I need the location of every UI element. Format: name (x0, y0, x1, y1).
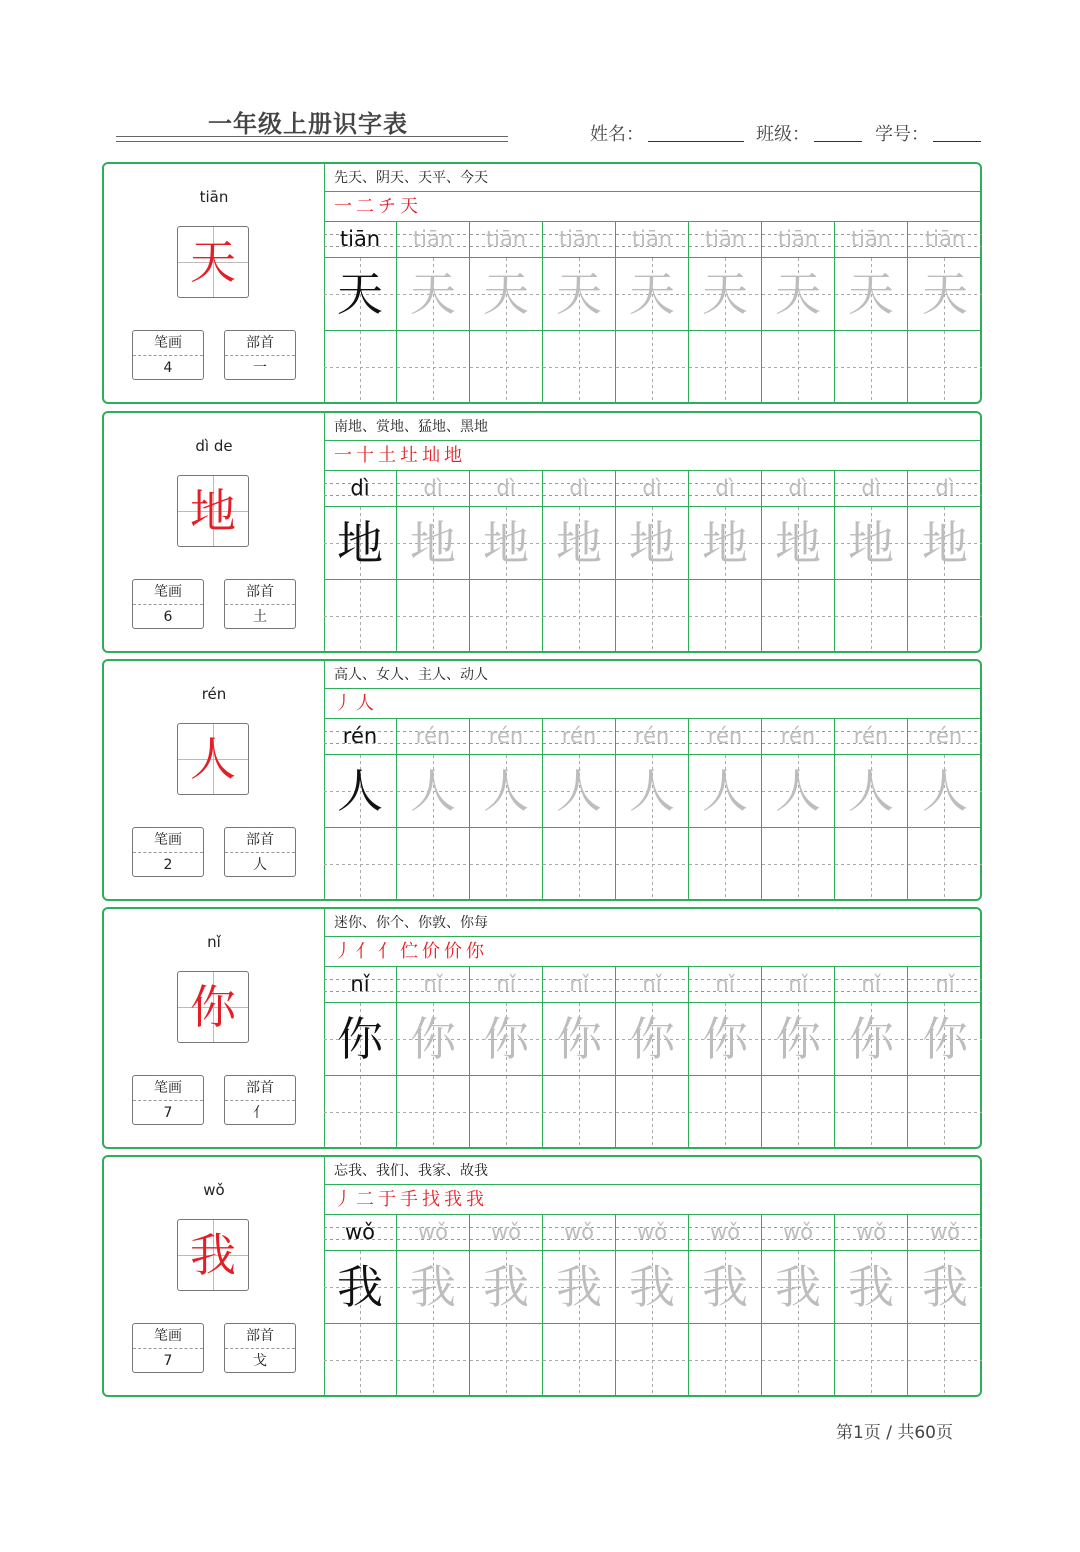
trace-cell: 天 (908, 258, 982, 331)
writing-cell[interactable] (835, 1076, 907, 1148)
pinyin-cell: nǐ (324, 967, 396, 1003)
practice-panel (324, 661, 980, 899)
character-info-panel (104, 1157, 325, 1395)
trace-cell: 人 (543, 755, 615, 828)
practice-column (908, 471, 982, 652)
trace-cell: 我 (835, 1251, 907, 1324)
pinyin-cell: nǐ (908, 967, 982, 1003)
id-label: 学号： (875, 124, 929, 145)
radical-value: 一 (253, 360, 267, 376)
radical-box (224, 1323, 296, 1373)
example-words: 迷你、你个、你敦、你每 (324, 909, 980, 937)
stroke-order (324, 441, 980, 471)
writing-cell[interactable] (616, 331, 688, 403)
trace-cell: 你 (397, 1003, 469, 1076)
writing-cell[interactable] (835, 828, 907, 900)
stroke-count-value: 7 (163, 1105, 173, 1121)
pinyin-cell: wǒ (543, 1215, 615, 1251)
stroke-step: 我 (444, 1189, 466, 1210)
stroke-step: 人 (356, 693, 378, 714)
trace-cell: 我 (470, 1251, 542, 1324)
character-info-panel (104, 413, 325, 651)
writing-cell[interactable] (324, 828, 396, 900)
name-blank[interactable] (648, 125, 744, 142)
trace-cell: 我 (689, 1251, 761, 1324)
writing-cell[interactable] (470, 331, 542, 403)
trace-cell: 地 (324, 507, 396, 580)
trace-cell: 天 (762, 258, 834, 331)
practice-column (835, 222, 908, 403)
trace-cell: 人 (835, 755, 907, 828)
practice-column (397, 1215, 470, 1396)
practice-column (397, 222, 470, 403)
title-underline (116, 136, 508, 142)
practice-column (689, 1215, 762, 1396)
pinyin-cell: dì (908, 471, 982, 507)
pinyin-cell: wǒ (908, 1215, 982, 1251)
writing-cell[interactable] (397, 580, 469, 652)
stroke-step: 你 (466, 941, 488, 962)
pinyin-cell: wǒ (762, 1215, 834, 1251)
pinyin-cell: dì (324, 471, 396, 507)
practice-column (470, 719, 543, 900)
radical-label: 部首 (225, 1076, 295, 1101)
stroke-step: 圵 (400, 445, 422, 466)
stroke-step: 圸 (422, 445, 444, 466)
stroke-step: 价 (444, 941, 466, 962)
stroke-step: 伫 (400, 941, 422, 962)
practice-column (908, 719, 982, 900)
trace-cell: 天 (689, 258, 761, 331)
writing-cell[interactable] (397, 331, 469, 403)
pinyin-cell: dì (397, 471, 469, 507)
practice-column (324, 222, 397, 403)
trace-cell: 你 (470, 1003, 542, 1076)
pinyin-cell: nǐ (616, 967, 688, 1003)
trace-cell: 人 (324, 755, 396, 828)
writing-cell[interactable] (470, 828, 542, 900)
practice-column (762, 1215, 835, 1396)
radical-box (224, 827, 296, 877)
radical-box (224, 330, 296, 380)
practice-column (616, 222, 689, 403)
pinyin-cell: dì (616, 471, 688, 507)
stroke-step: 十 (356, 445, 378, 466)
character-pinyin: nǐ (207, 933, 221, 951)
practice-panel (324, 909, 980, 1147)
trace-cell: 人 (616, 755, 688, 828)
trace-cell: 天 (324, 258, 396, 331)
writing-cell[interactable] (616, 1076, 688, 1148)
practice-column (835, 967, 908, 1148)
practice-column (908, 967, 982, 1148)
stroke-step: 手 (400, 1189, 422, 1210)
pinyin-cell: dì (689, 471, 761, 507)
pinyin-cell: tiān (762, 222, 834, 258)
radical-value: 亻 (253, 1105, 267, 1121)
character-box (177, 723, 249, 795)
radical-label: 部首 (225, 1324, 295, 1349)
class-label: 班级： (756, 124, 810, 145)
class-blank[interactable] (814, 125, 862, 142)
character-pinyin: rén (201, 685, 227, 703)
pinyin-cell: tiān (324, 222, 396, 258)
trace-cell: 地 (397, 507, 469, 580)
writing-cell[interactable] (543, 331, 615, 403)
radical-box (224, 579, 296, 629)
practice-column (397, 967, 470, 1148)
trace-cell: 地 (616, 507, 688, 580)
trace-cell: 人 (397, 755, 469, 828)
writing-cell[interactable] (908, 1076, 982, 1148)
trace-cell: 人 (908, 755, 982, 828)
pinyin-cell: nǐ (762, 967, 834, 1003)
radical-label: 部首 (225, 828, 295, 853)
pinyin-cell: rén (616, 719, 688, 755)
practice-column (543, 719, 616, 900)
writing-cell[interactable] (324, 1076, 396, 1148)
writing-cell[interactable] (470, 1076, 542, 1148)
practice-column (543, 471, 616, 652)
stroke-count-label: 笔画 (133, 580, 203, 605)
practice-panel (324, 413, 980, 651)
character-pinyin: tiān (199, 188, 229, 206)
practice-panel (324, 1157, 980, 1395)
trace-cell: 地 (543, 507, 615, 580)
trace-cell: 你 (835, 1003, 907, 1076)
practice-column (762, 222, 835, 403)
practice-column (689, 967, 762, 1148)
stroke-count-label: 笔画 (133, 1076, 203, 1101)
pinyin-cell: wǒ (689, 1215, 761, 1251)
stroke-count-value: 2 (163, 857, 173, 873)
pinyin-cell: tiān (689, 222, 761, 258)
pinyin-cell: rén (762, 719, 834, 755)
practice-column (543, 967, 616, 1148)
pinyin-cell: tiān (470, 222, 542, 258)
pinyin-cell: dì (762, 471, 834, 507)
stroke-count-box (132, 1323, 204, 1373)
trace-cell: 你 (616, 1003, 688, 1076)
writing-cell[interactable] (397, 1324, 469, 1396)
character-info-panel (104, 909, 325, 1147)
writing-cell[interactable] (908, 828, 982, 900)
pinyin-cell: rén (689, 719, 761, 755)
pinyin-cell: rén (397, 719, 469, 755)
writing-cell[interactable] (908, 1324, 982, 1396)
pinyin-cell: dì (543, 471, 615, 507)
character-card (102, 162, 982, 404)
character-card (102, 907, 982, 1149)
practice-column (835, 471, 908, 652)
trace-cell: 你 (324, 1003, 396, 1076)
stroke-count-value: 6 (163, 609, 173, 625)
trace-cell: 地 (908, 507, 982, 580)
radical-label: 部首 (225, 580, 295, 605)
pinyin-cell: dì (470, 471, 542, 507)
stroke-count-label: 笔画 (133, 828, 203, 853)
pinyin-cell: tiān (397, 222, 469, 258)
name-field[interactable] (590, 120, 744, 146)
stroke-step: 亻 (356, 941, 378, 962)
writing-cell[interactable] (762, 580, 834, 652)
stroke-step: 二 (356, 1189, 378, 1210)
stroke-step: 丿 (334, 693, 356, 714)
page-counter: 第1页 / 共60页 (836, 1423, 953, 1443)
practice-column (397, 471, 470, 652)
trace-cell: 我 (616, 1251, 688, 1324)
writing-cell[interactable] (324, 580, 396, 652)
trace-cell: 你 (762, 1003, 834, 1076)
practice-column (762, 967, 835, 1148)
id-blank[interactable] (933, 125, 981, 142)
example-words: 高人、女人、主人、动人 (324, 661, 980, 689)
trace-cell: 地 (835, 507, 907, 580)
pinyin-cell: dì (835, 471, 907, 507)
practice-column (908, 1215, 982, 1396)
practice-column (324, 1215, 397, 1396)
writing-cell[interactable] (835, 331, 907, 403)
pinyin-cell: wǒ (324, 1215, 396, 1251)
practice-column (689, 719, 762, 900)
pinyin-cell: tiān (543, 222, 615, 258)
stroke-step: 二 (356, 196, 378, 217)
character-glyph: 天 (190, 235, 236, 289)
writing-cell[interactable] (762, 331, 834, 403)
trace-cell: 人 (762, 755, 834, 828)
trace-cell: 我 (543, 1251, 615, 1324)
pinyin-cell: tiān (616, 222, 688, 258)
practice-column (543, 222, 616, 403)
practice-column (324, 719, 397, 900)
pinyin-cell: nǐ (835, 967, 907, 1003)
stroke-count-value: 7 (163, 1353, 173, 1369)
practice-panel (324, 164, 980, 402)
pinyin-cell: wǒ (397, 1215, 469, 1251)
stroke-step: 土 (378, 445, 400, 466)
character-pinyin: wǒ (203, 1181, 225, 1199)
stroke-step: 价 (422, 941, 444, 962)
trace-cell: 地 (470, 507, 542, 580)
character-glyph: 地 (190, 484, 236, 538)
trace-cell: 你 (908, 1003, 982, 1076)
practice-column (689, 222, 762, 403)
stroke-order (324, 689, 980, 719)
pinyin-cell: wǒ (616, 1215, 688, 1251)
radical-label: 部首 (225, 331, 295, 356)
example-words: 南地、赏地、猛地、黑地 (324, 413, 980, 441)
writing-cell[interactable] (908, 331, 982, 403)
writing-cell[interactable] (762, 1324, 834, 1396)
stroke-step: 一 (334, 445, 356, 466)
trace-cell: 地 (689, 507, 761, 580)
trace-cell: 你 (689, 1003, 761, 1076)
practice-column (397, 719, 470, 900)
pinyin-cell: nǐ (543, 967, 615, 1003)
character-box (177, 226, 249, 298)
trace-cell: 天 (835, 258, 907, 331)
stroke-count-value: 4 (163, 360, 173, 376)
character-info-panel (104, 661, 325, 899)
writing-cell[interactable] (689, 331, 761, 403)
practice-column (470, 967, 543, 1148)
pinyin-cell: rén (324, 719, 396, 755)
stroke-order (324, 1185, 980, 1215)
writing-cell[interactable] (835, 580, 907, 652)
writing-cell[interactable] (908, 580, 982, 652)
stroke-step: 地 (444, 445, 466, 466)
trace-cell: 我 (762, 1251, 834, 1324)
practice-column (835, 719, 908, 900)
practice-column (762, 471, 835, 652)
character-pinyin: dì de (195, 437, 233, 455)
stroke-count-box (132, 827, 204, 877)
writing-cell[interactable] (689, 828, 761, 900)
name-label: 姓名： (590, 124, 644, 145)
character-box (177, 475, 249, 547)
writing-cell[interactable] (470, 580, 542, 652)
stroke-step: チ (378, 196, 400, 217)
stroke-order (324, 937, 980, 967)
pinyin-cell: rén (908, 719, 982, 755)
writing-cell[interactable] (762, 1076, 834, 1148)
writing-cell[interactable] (324, 331, 396, 403)
stroke-step: 于 (378, 1189, 400, 1210)
practice-column (324, 471, 397, 652)
trace-cell: 人 (470, 755, 542, 828)
writing-cell[interactable] (543, 580, 615, 652)
character-card (102, 411, 982, 653)
practice-column (689, 471, 762, 652)
character-glyph: 人 (190, 732, 236, 786)
pinyin-cell: nǐ (397, 967, 469, 1003)
writing-cell[interactable] (543, 1076, 615, 1148)
pinyin-cell: rén (835, 719, 907, 755)
class-field[interactable] (756, 120, 862, 146)
trace-cell: 我 (397, 1251, 469, 1324)
practice-column (762, 719, 835, 900)
writing-cell[interactable] (762, 828, 834, 900)
writing-cell[interactable] (397, 828, 469, 900)
practice-column (616, 1215, 689, 1396)
id-field[interactable] (875, 120, 981, 146)
stroke-step: 丿 (334, 941, 356, 962)
practice-column (324, 967, 397, 1148)
stroke-step: 找 (422, 1189, 444, 1210)
stroke-step: 丿 (334, 1189, 356, 1210)
trace-cell: 我 (908, 1251, 982, 1324)
radical-value: 人 (253, 857, 267, 873)
trace-cell: 天 (543, 258, 615, 331)
trace-cell: 我 (324, 1251, 396, 1324)
trace-cell: 人 (689, 755, 761, 828)
writing-cell[interactable] (543, 828, 615, 900)
practice-column (616, 719, 689, 900)
stroke-count-label: 笔画 (133, 1324, 203, 1349)
trace-cell: 天 (397, 258, 469, 331)
character-card (102, 659, 982, 901)
trace-cell: 天 (616, 258, 688, 331)
pinyin-cell: nǐ (689, 967, 761, 1003)
pinyin-cell: rén (470, 719, 542, 755)
radical-box (224, 1075, 296, 1125)
character-card (102, 1155, 982, 1397)
practice-column (470, 222, 543, 403)
example-words: 忘我、我们、我家、故我 (324, 1157, 980, 1185)
writing-cell[interactable] (397, 1076, 469, 1148)
stroke-step: 我 (466, 1189, 488, 1210)
practice-column (616, 967, 689, 1148)
writing-cell[interactable] (689, 580, 761, 652)
character-glyph: 我 (190, 1228, 236, 1282)
writing-cell[interactable] (324, 1324, 396, 1396)
practice-column (470, 1215, 543, 1396)
practice-column (835, 1215, 908, 1396)
stroke-step: 天 (400, 196, 422, 217)
practice-column (616, 471, 689, 652)
stroke-order (324, 192, 980, 222)
practice-column (470, 471, 543, 652)
writing-cell[interactable] (470, 1324, 542, 1396)
stroke-step: 亻 (378, 941, 400, 962)
practice-column (908, 222, 982, 403)
pinyin-cell: wǒ (835, 1215, 907, 1251)
pinyin-cell: nǐ (470, 967, 542, 1003)
pinyin-cell: wǒ (470, 1215, 542, 1251)
writing-cell[interactable] (616, 580, 688, 652)
writing-cell[interactable] (543, 1324, 615, 1396)
stroke-count-box (132, 330, 204, 380)
writing-cell[interactable] (616, 1324, 688, 1396)
writing-cell[interactable] (616, 828, 688, 900)
trace-cell: 地 (762, 507, 834, 580)
stroke-count-label: 笔画 (133, 331, 203, 356)
character-info-panel (104, 164, 325, 402)
example-words: 先天、阴天、天平、今天 (324, 164, 980, 192)
character-box (177, 971, 249, 1043)
stroke-count-box (132, 579, 204, 629)
radical-value: 土 (253, 609, 267, 625)
pinyin-cell: rén (543, 719, 615, 755)
stroke-count-box (132, 1075, 204, 1125)
practice-column (543, 1215, 616, 1396)
stroke-step: 一 (334, 196, 356, 217)
character-glyph: 你 (190, 980, 236, 1034)
pinyin-cell: tiān (908, 222, 982, 258)
page-title: 一年级上册识字表 (208, 110, 408, 138)
trace-cell: 天 (470, 258, 542, 331)
writing-cell[interactable] (689, 1324, 761, 1396)
pinyin-cell: tiān (835, 222, 907, 258)
character-box (177, 1219, 249, 1291)
radical-value: 戈 (253, 1353, 267, 1369)
writing-cell[interactable] (835, 1324, 907, 1396)
writing-cell[interactable] (689, 1076, 761, 1148)
trace-cell: 你 (543, 1003, 615, 1076)
